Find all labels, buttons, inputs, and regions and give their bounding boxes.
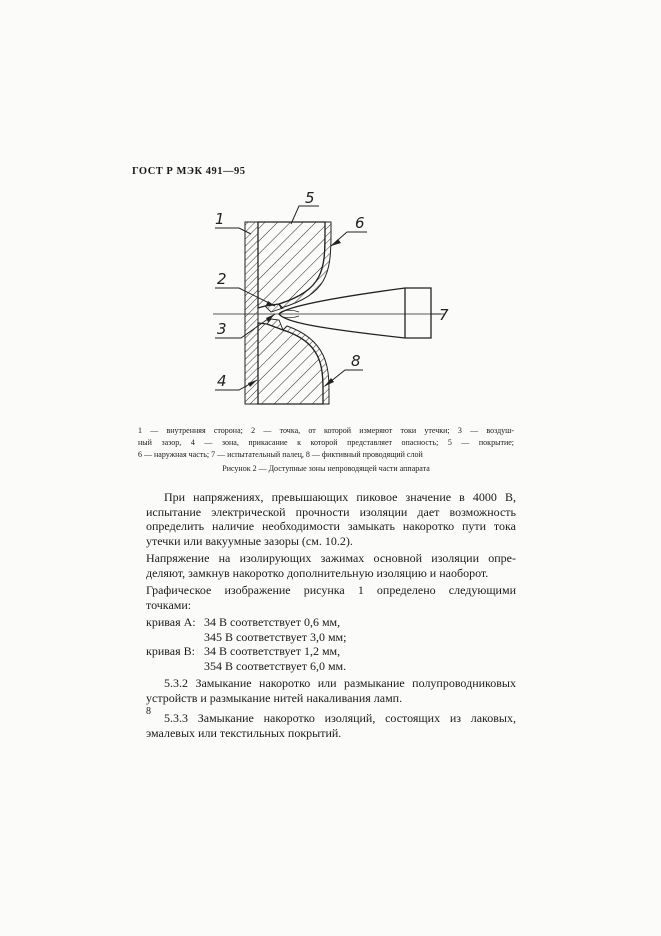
legend-line: 6 — наружная часть; 7 — испытательный палец, 8 — фиктивный проводящий слой: [138, 450, 423, 459]
para1-line: утечки или вакуумные зазоры (см. 10.2).: [146, 533, 353, 548]
para1-line: определить наличие необходимости замыкать накоротко пути тока: [146, 519, 516, 533]
item-5-3-3-line: эмалевых или текстильных покрытий.: [146, 725, 342, 740]
legend-line: 1 — внутренняя сторона; 2 — точка, от которой измеряют токи утечки; 3 — воздуш-: [138, 426, 514, 435]
page-number: 8: [146, 706, 151, 717]
item-5-3-2-line: устройств и размыкание нитей накаливания ламп.: [146, 690, 403, 705]
figure-drawing: [195, 190, 465, 415]
item-5-3-2-line: 5.3.2 Замыкание накоротко или размыкание полупроводниковых: [164, 676, 516, 690]
curve-b-row: [146, 659, 516, 674]
label-6: 6: [355, 214, 365, 232]
curve-b-row: [146, 644, 516, 659]
para1-line: При напряжениях, превышающих пиковое значение в 4000 В,: [164, 490, 516, 504]
para3-line: точками:: [146, 597, 192, 612]
document-header: ГОСТ Р МЭК 491—95: [132, 166, 246, 177]
para2-line: Напряжение на изолирующих зажимах основной изоляции опре-: [146, 551, 516, 565]
para2-line: деляют, замкнув накоротко дополнительную изоляцию и наоборот.: [146, 565, 489, 580]
leader-8: [325, 370, 363, 386]
figure-title: Рисунок 2 — Доступные зоны непроводящей части аппарата: [222, 464, 430, 473]
label-8: 8: [351, 352, 361, 370]
figure-accessible-zones: [195, 190, 465, 415]
body-text: [146, 490, 516, 740]
curve-b-value: 34 В соответствует 1,2 мм,: [204, 644, 341, 658]
para1-line: испытание электрической прочности изоляции дает возможность: [146, 504, 516, 519]
label-2: 2: [217, 270, 227, 288]
curve-b-value: 354 В соответствует 6,0 мм.: [204, 658, 347, 673]
curve-a-row: [146, 630, 516, 645]
inner-layer: [245, 222, 258, 404]
curve-b-label: кривая B:: [146, 644, 195, 658]
label-3: 3: [217, 320, 227, 338]
label-4: 4: [217, 372, 227, 390]
curve-a-value: 34 В соответствует 0,6 мм,: [204, 615, 341, 629]
leader-5: [291, 206, 319, 224]
para3-line: Графическое изображение рисунка 1 определено следующими: [146, 583, 516, 597]
curve-a-label: кривая A:: [146, 615, 196, 629]
label-5: 5: [305, 190, 315, 207]
legend-line: ный зазор, 4 — зона, прикасание к которой представляет опасность; 5 — покрытие;: [138, 438, 514, 447]
lower-body-block: [258, 323, 323, 404]
curve-a-value: 345 В соответствует 3,0 мм;: [204, 629, 347, 644]
upper-body-block: [258, 222, 325, 308]
label-1: 1: [215, 210, 225, 228]
label-7: 7: [439, 306, 449, 324]
figure-legend: [138, 425, 514, 461]
item-5-3-3-line: 5.3.3 Замыкание накоротко изоляций, состоящих из лаковых,: [164, 711, 516, 725]
curve-a-row: [146, 615, 516, 630]
